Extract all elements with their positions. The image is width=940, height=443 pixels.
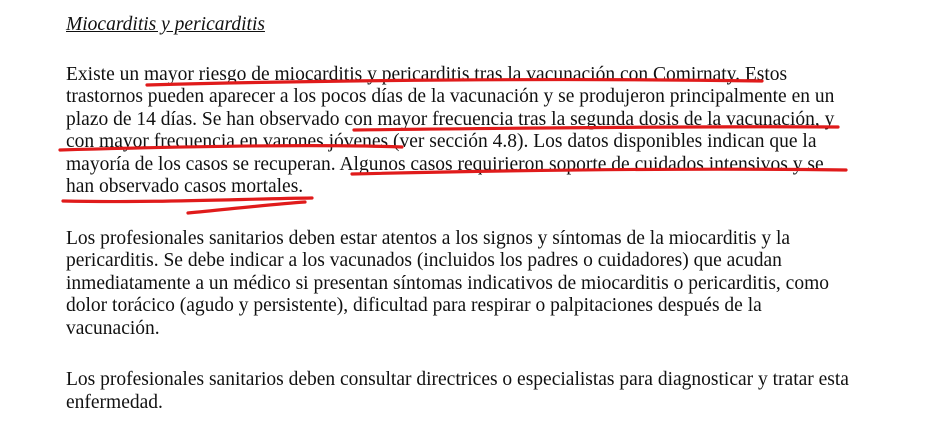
paragraph-line: han observado casos mortales. <box>66 176 304 197</box>
paragraph-line: trastornos pueden aparecer a los pocos días de la vacunación y se produjeron principalmente en un <box>66 86 835 107</box>
paragraph-line: mayoría de los casos se recuperan. Algunos casos requirieron soporte de cuidados intensivos y se <box>66 153 824 175</box>
document-body <box>66 14 896 443</box>
paragraph-risk <box>66 64 896 199</box>
paragraph-line: con mayor frecuencia en varones jóvenes (ver sección 4.8). Los datos disponibles indican que la <box>66 131 817 152</box>
paragraph-line: dolor torácico (agudo y persistente), dificultad para respirar o palpitaciones después de la <box>66 295 762 316</box>
paragraph-line: inmediatamente a un médico si presentan síntomas indicativos de miocarditis o pericarditis, como <box>66 272 830 294</box>
paragraph-line: plazo de 14 días. Se han observado con mayor frecuencia tras la segunda dosis de la vacunación, y <box>66 108 835 130</box>
paragraph-line: Los profesionales sanitarios deben consultar directrices o especialistas para diagnosticar y tratar esta <box>66 369 849 390</box>
paragraph-line: pericarditis. Se debe indicar a los vacunados (incluidos los padres o cuidadores) que acudan <box>66 250 782 271</box>
paragraph-diagnosis <box>66 369 896 414</box>
paragraph-advice <box>66 228 896 341</box>
paragraph-line: Los profesionales sanitarios deben estar atentos a los signos y síntomas de la miocarditis y la <box>66 227 791 249</box>
paragraph-line: Existe un mayor riesgo de miocarditis y pericarditis tras la vacunación con Comirnaty. Estos <box>66 63 788 85</box>
paragraph-line: enfermedad. <box>66 391 163 413</box>
section-title: Miocarditis y pericarditis <box>66 14 265 35</box>
paragraph-line: vacunación. <box>66 317 160 339</box>
